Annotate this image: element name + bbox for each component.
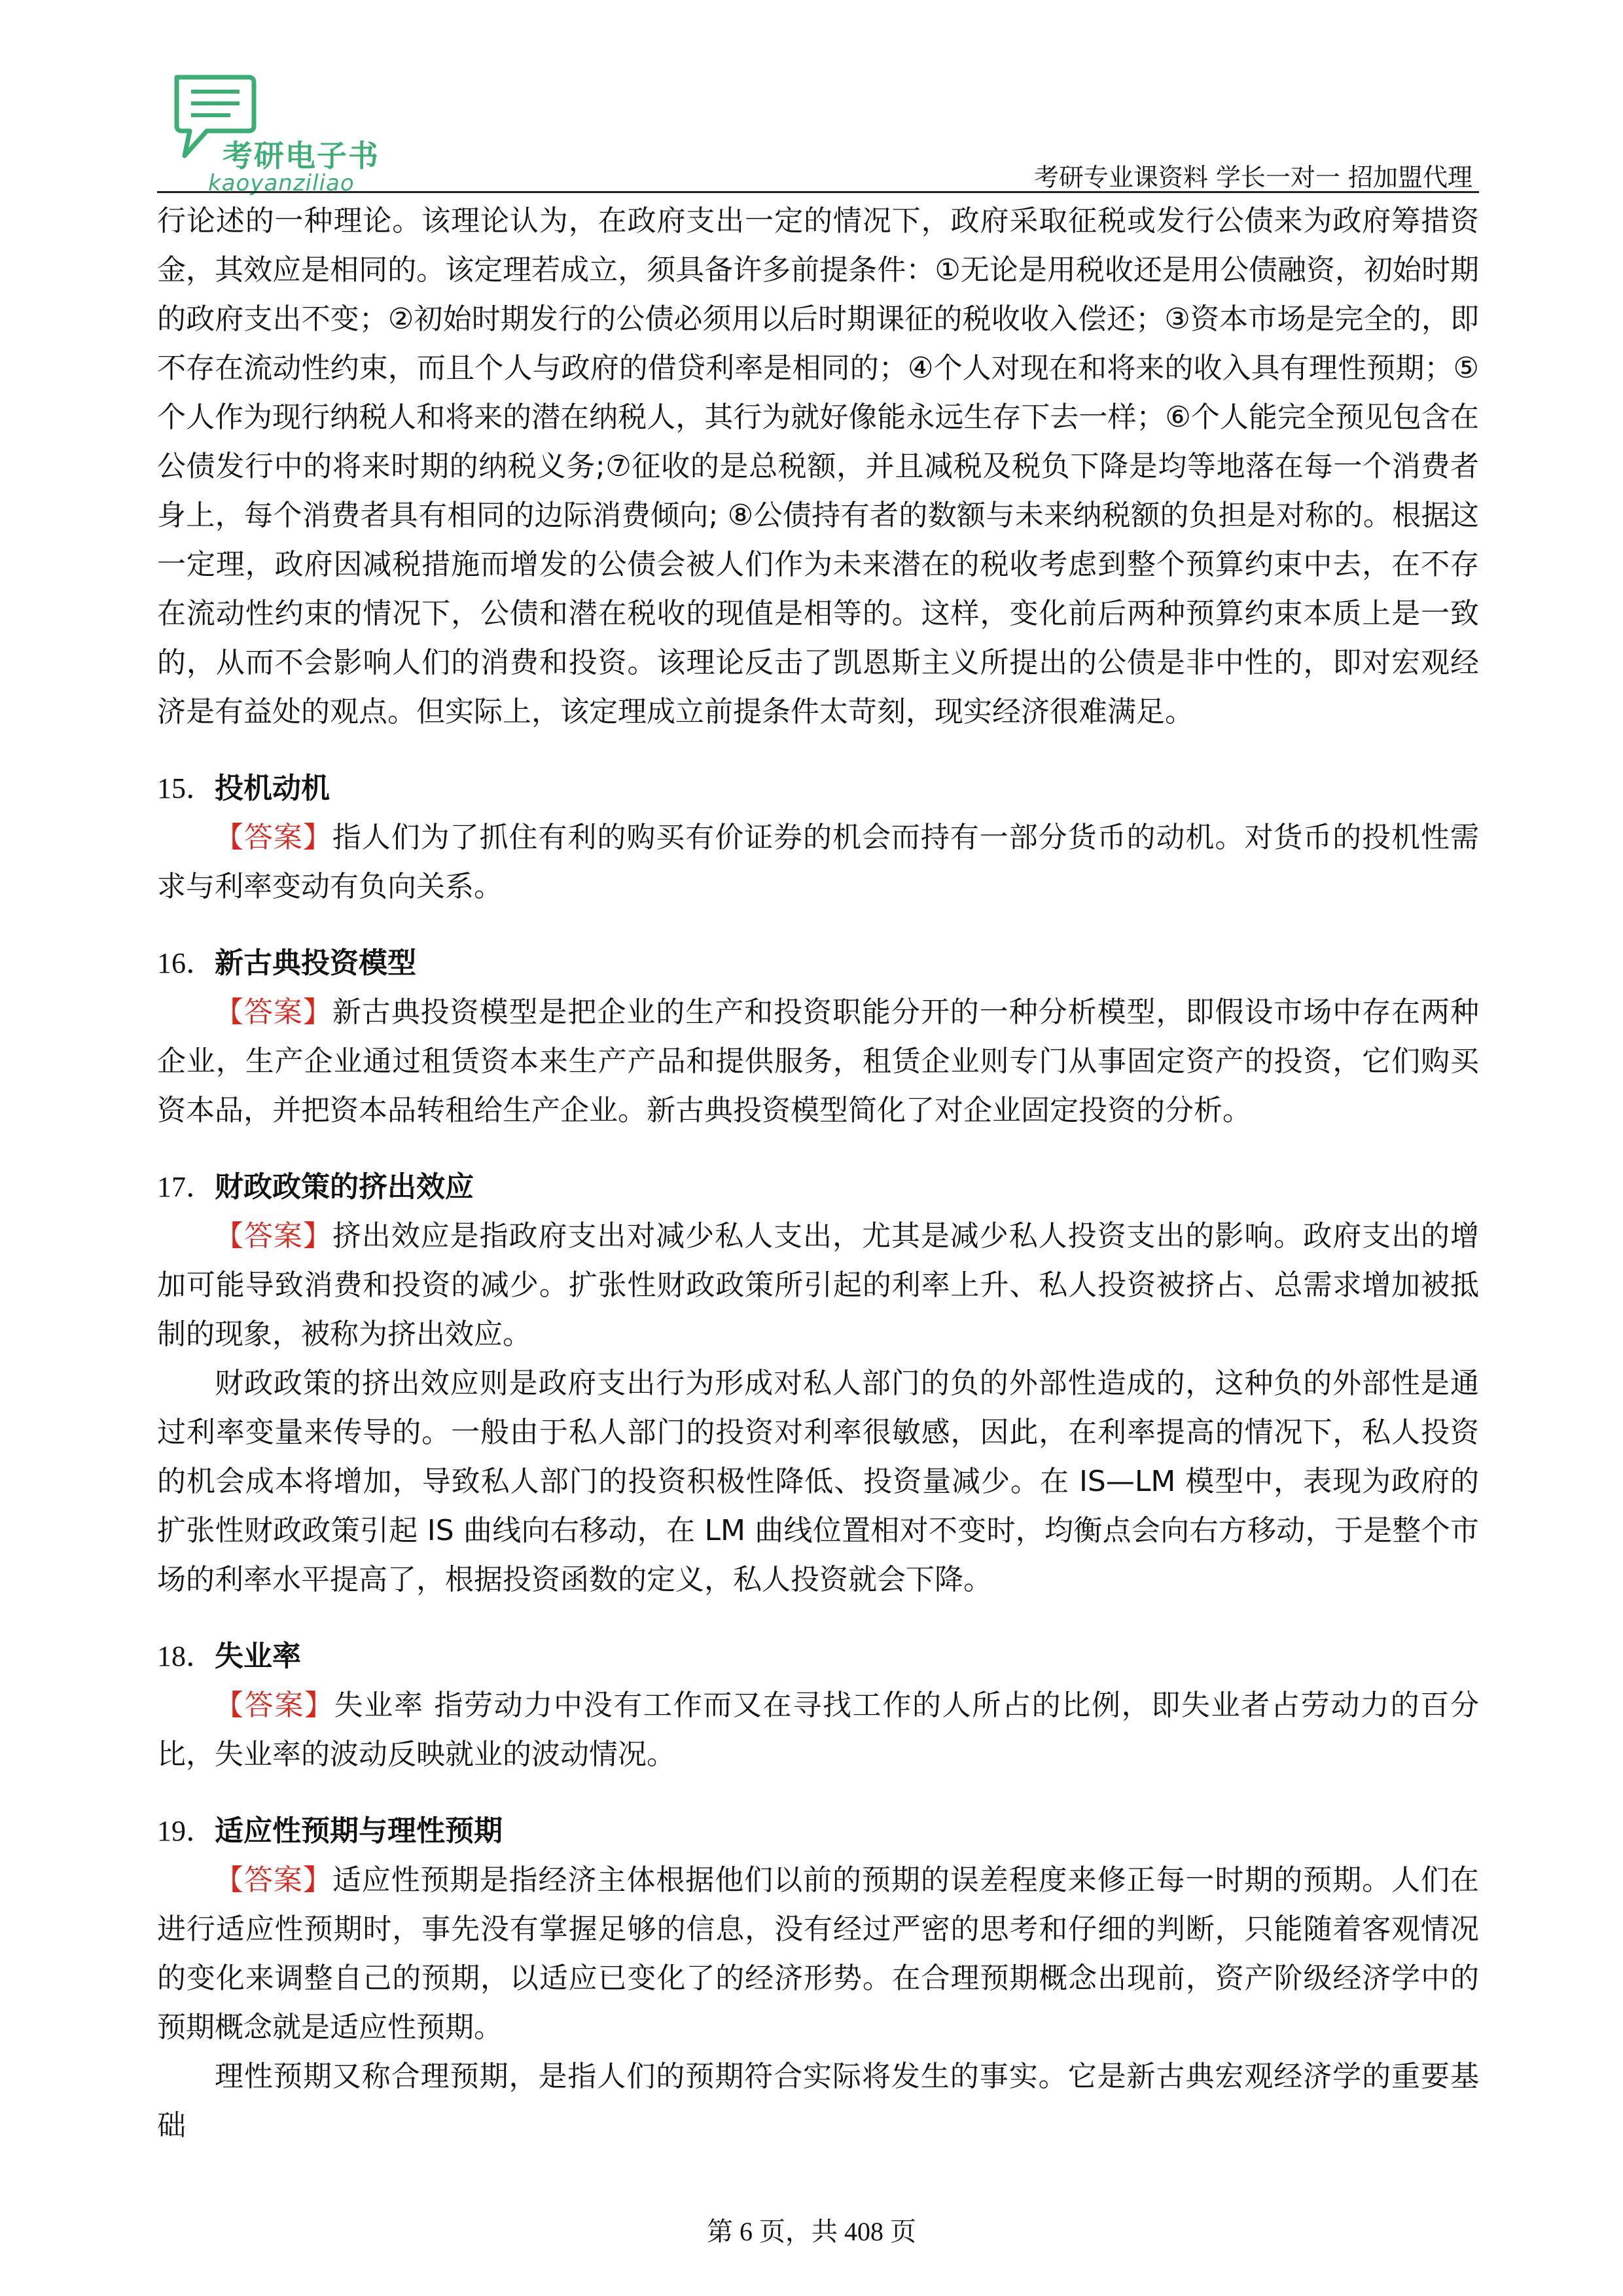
answer-text: 指人们为了抓住有利的购买有价证券的机会而持有一部分货币的动机。对货币的投机性需求与利率变动有负向关系。 [157, 821, 1479, 903]
answer-text: 适应性预期是指经济主体根据他们以前的预期的误差程度来修正每一时期的预期。人们在进行适应性预期时，事先没有掌握足够的信息，没有经过严密的思考和仔细的判断，只能随着客观情况的变化来调整自己的预期，以适应已变化了的经济形势。在合理预期概念出现前，资产阶级经济学中的预期概念就是适应性预期。 [157, 1863, 1479, 2044]
logo-text-en: kaoyanziliao [208, 170, 355, 196]
page-footer: 第 6 页，共 408 页 [707, 2217, 916, 2246]
page-header [157, 65, 1479, 196]
answer-paragraph [157, 988, 1479, 1135]
header-slogan: 考研专业课资料 学长一对一 招加盟代理 [1033, 163, 1472, 192]
term-heading [157, 1632, 1479, 1681]
answer-label: 【答案】 [215, 821, 332, 854]
answer-paragraph [157, 1681, 1479, 1779]
explanation-paragraph: 理性预期又称合理预期，是指人们的预期符合实际将发生的事实。它是新古典宏观经济学的重要基础 [157, 2060, 1479, 2142]
answer-text: 失业率 指劳动力中没有工作而又在寻找工作的人所占的比例，即失业者占劳动力的百分比，失业率的波动反映就业的波动情况。 [157, 1689, 1480, 1771]
term-title: 财政政策的挤出效应 [215, 1170, 474, 1204]
header-divider [157, 191, 1479, 193]
term-heading [157, 1806, 1479, 1856]
answer-label: 【答案】 [215, 1219, 332, 1253]
answer-paragraph [157, 1211, 1479, 1359]
term-number: 17． [157, 1171, 215, 1203]
answer-paragraph [157, 813, 1479, 911]
continuation-paragraph: 行论述的一种理论。该理论认为，在政府支出一定的情况下，政府采取征税或发行公债来为政府筹措资金，其效应是相同的。该定理若成立，须具备许多前提条件：①无论是用税收还是用公债融资，初始时期的政府支出不变；②初始时期发行的公债必须用以后时期课征的税收收入偿还；③资本市场是完全的，即不存在流动性约束，而且个人与政府的借贷利率是相同的；④个人对现在和将来的收入具有理性预期；⑤个人作为现行纳税人和将来的潜在纳税人，其行为就好像能永远生存下去一样；⑥个人能完全预见包含在公债发行中的将来时期的纳税义务;⑦征收的是总税额，并且减税及税负下降是均等地落在每一个消费者身上，每个消费者具有相同的边际消费倾向; ⑧公债持有者的数额与未来纳税额的负担是对称的。根据这一定理，政府因减税措施而增发的公债会被人们作为未来潜在的税收考虑到整个预算约束中去，在不存在流动性约束的情况下，公债和潜在税收的现值是相等的。这样，变化前后两种预算约束本质上是一致的，从而不会影响人们的消费和投资。该理论反击了凯恩斯主义所提出的公债是非中性的，即对宏观经济是有益处的观点。但实际上，该定理成立前提条件太苛刻，现实经济很难满足。 [157, 204, 1479, 728]
answer-label: 【答案】 [215, 1689, 334, 1722]
logo [157, 72, 432, 203]
answer-text: 挤出效应是指政府支出对减少私人支出，尤其是减少私人投资支出的影响。政府支出的增加可能导致消费和投资的减少。扩张性财政政策所引起的利率上升、私人投资被挤占、总需求增加被抵制的现象，被称为挤出效应。 [157, 1219, 1479, 1351]
answer-label: 【答案】 [215, 1863, 332, 1897]
term-heading [157, 764, 1479, 813]
explanation-paragraph: 财政政策的挤出效应则是政府支出行为形成对私人部门的负的外部性造成的，这种负的外部性是通过利率变量来传导的。一般由于私人部门的投资对利率很敏感，因此，在利率提高的情况下，私人投资的机会成本将增加，导致私人部门的投资积极性降低、投资量减少。在 IS—LM 模型中，表现为政府的扩张性财政政策引起 IS 曲线向右移动，在 LM 曲线位置相对不变时，均衡点会向右方移动，于是整个市场的利率水平提高了，根据投资函数的定义，私人投资就会下降。 [157, 1367, 1479, 1596]
term-number: 15． [157, 772, 215, 804]
term-heading [157, 939, 1479, 988]
term-title: 新古典投资模型 [215, 946, 416, 980]
term-number: 16． [157, 947, 215, 979]
term-title: 适应性预期与理性预期 [215, 1814, 503, 1848]
answer-paragraph [157, 1856, 1479, 2052]
term-title: 失业率 [215, 1640, 301, 1673]
logo-text-cn: 考研电子书 [223, 138, 380, 173]
page-content [157, 196, 1479, 2150]
term-title: 投机动机 [215, 772, 330, 805]
term-number: 18． [157, 1640, 215, 1672]
term-number: 19． [157, 1815, 215, 1847]
answer-text: 新古典投资模型是把企业的生产和投资职能分开的一种分析模型，即假设市场中存在两种企业，生产企业通过租赁资本来生产产品和提供服务，租赁企业则专门从事固定资产的投资，它们购买资本品，并把资本品转租给生产企业。新古典投资模型简化了对企业固定投资的分析。 [157, 996, 1479, 1127]
answer-label: 【答案】 [215, 996, 332, 1029]
term-heading [157, 1162, 1479, 1211]
